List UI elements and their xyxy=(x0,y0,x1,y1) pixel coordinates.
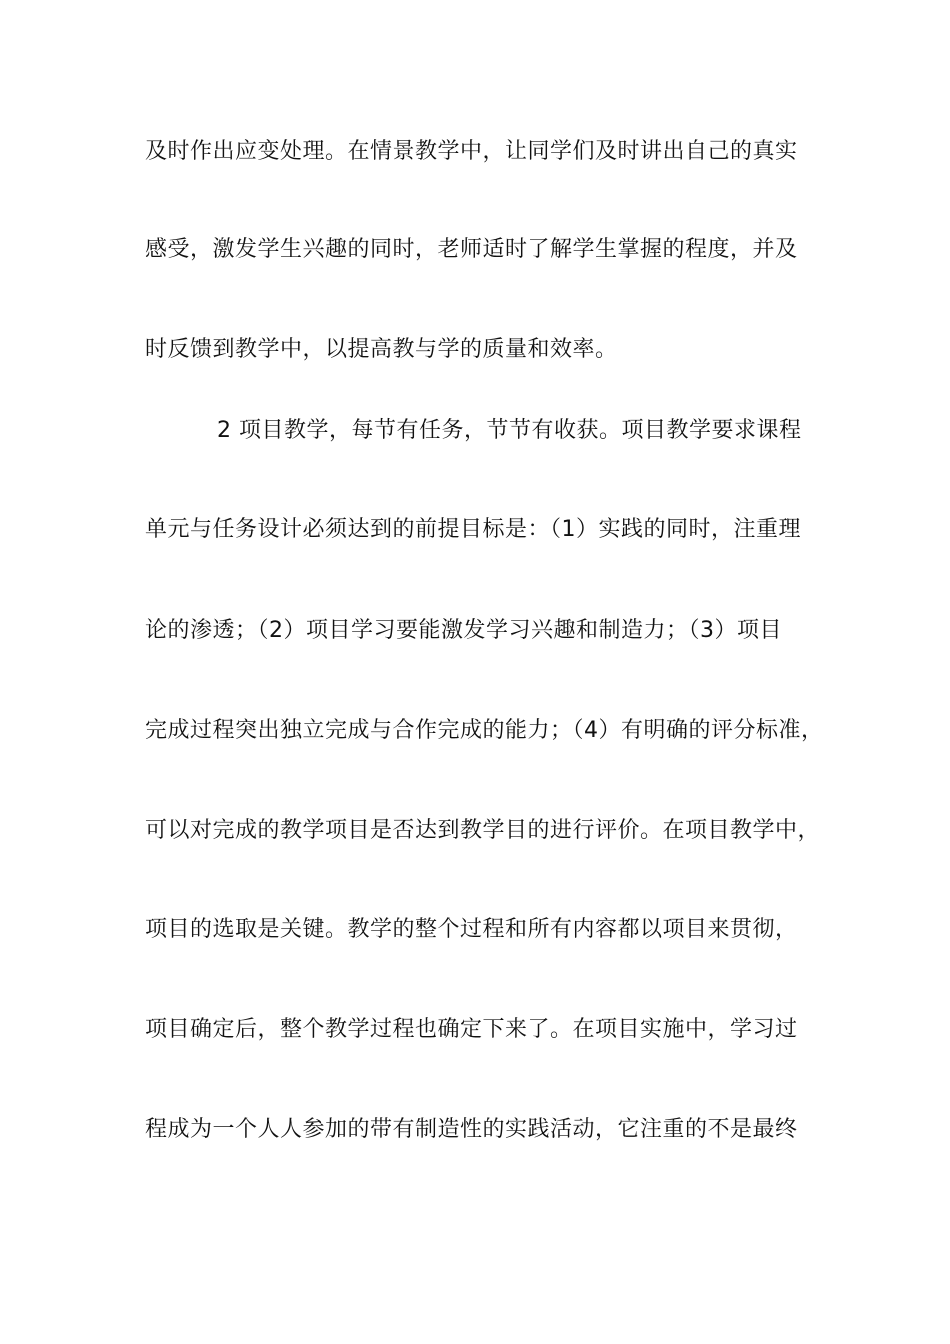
text-line-6: 论的渗透；（2）项目学习要能激发学习兴趣和制造力；（3）项目 xyxy=(145,618,782,643)
text-line-10: 项目确定后，整个教学过程也确定下来了。在项目实施中，学习过 xyxy=(145,1017,798,1042)
text-line-3: 时反馈到教学中，以提高教与学的质量和效率。 xyxy=(145,337,618,362)
text-line-1: 及时作出应变处理。在情景教学中，让同学们及时讲出自己的真实 xyxy=(145,139,798,164)
text-line-7: 完成过程突出独立完成与合作完成的能力；（4）有明确的评分标准， xyxy=(145,718,824,743)
text-line-5: 单元与任务设计必须达到的前提目标是：（1）实践的同时，注重理 xyxy=(145,517,801,542)
text-line-11: 程成为一个人人参加的带有制造性的实践活动，它注重的不是最终 xyxy=(145,1117,798,1142)
text-line-9: 项目的选取是关键。教学的整个过程和所有内容都以项目来贯彻， xyxy=(145,917,798,942)
paragraph-start-line: 2 项目教学，每节有任务，节节有收获。项目教学要求课程 xyxy=(217,418,802,443)
text-line-2: 感受，激发学生兴趣的同时，老师适时了解学生掌握的程度，并及 xyxy=(145,237,798,262)
text-line-8: 可以对完成的教学项目是否达到教学目的进行评价。在项目教学中， xyxy=(145,818,821,843)
